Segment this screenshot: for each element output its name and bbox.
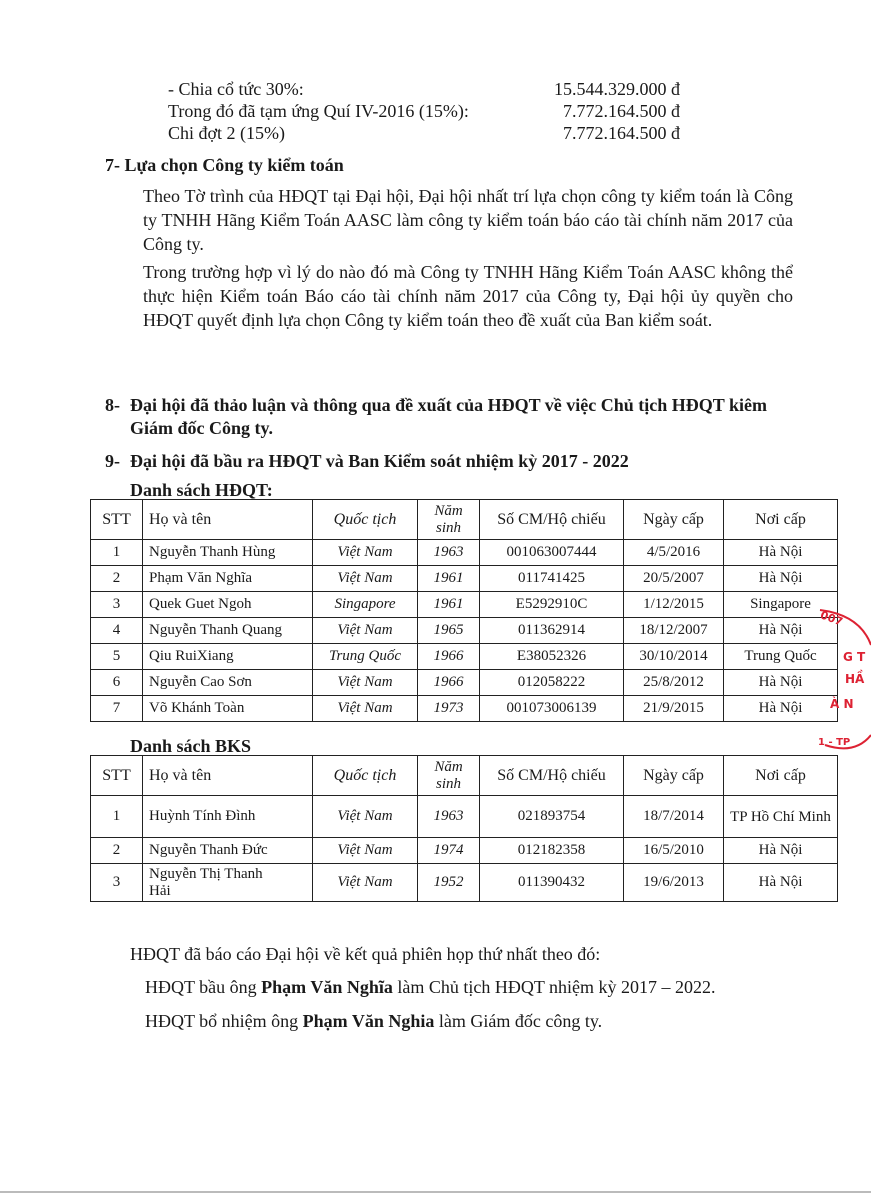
stamp-fragment: G T (843, 650, 866, 664)
cell-name: Võ Khánh Toàn (143, 696, 313, 722)
cell-birth-year: 1974 (418, 838, 480, 864)
cell-id: 011741425 (480, 566, 624, 592)
stamp-fragment: À N (830, 697, 854, 711)
col-header-name: Họ và tên (143, 756, 313, 796)
col-header-birth-year: Năm sinh (418, 756, 480, 796)
cell-birth-year: 1963 (418, 540, 480, 566)
cell-stt: 5 (91, 644, 143, 670)
closing-line-1-name: Phạm Văn Nghĩa (261, 977, 393, 997)
closing-line-2-post: làm Giám đốc công ty. (434, 1011, 603, 1031)
cell-issue-date: 19/6/2013 (624, 864, 724, 902)
cell-name: Phạm Văn Nghĩa (143, 566, 313, 592)
cell-name: Qiu RuiXiang (143, 644, 313, 670)
section9-number: 9- (105, 451, 120, 471)
table-row (91, 696, 838, 722)
section7-paragraph-1: Theo Tờ trình của HĐQT tại Đại hội, Đại hội nhất trí lựa chọn công ty kiểm toán là Công ty TNHH Hãng Kiểm Toán AASC làm công ty kiểm toán báo cáo tài chính năm 2017 của Công ty. (143, 186, 793, 254)
dividend-label: Chi đợt 2 (15%) (168, 123, 286, 143)
col-header-id: Số CM/Hộ chiếu (480, 500, 624, 540)
closing-line-2-name: Phạm Văn Nghia (302, 1011, 435, 1031)
cell-name: Nguyễn Cao Sơn (143, 670, 313, 696)
cell-birth-year: 1963 (418, 796, 480, 838)
cell-name: Nguyễn Thanh Đức (143, 838, 313, 864)
col-header-issue-place: Nơi cấp (724, 500, 838, 540)
cell-stt: 1 (91, 796, 143, 838)
section9-text: Đại hội đã bầu ra HĐQT và Ban Kiểm soát nhiệm kỳ 2017 - 2022 (130, 451, 629, 471)
col-header-issue-place: Nơi cấp (724, 756, 838, 796)
dividend-amount: 7.772.164.500 đ (563, 101, 680, 121)
closing-line-1-post: làm Chủ tịch HĐQT nhiệm kỳ 2017 – 2022. (392, 977, 716, 997)
cell-id: E38052326 (480, 644, 624, 670)
table-row (91, 644, 838, 670)
hdqt-table (90, 499, 838, 722)
table-row (91, 566, 838, 592)
closing-intro: HĐQT đã báo cáo Đại hội về kết quả phiên họp thứ nhất theo đó: (130, 944, 601, 964)
col-header-birth-year: Năm sinh (418, 500, 480, 540)
hdqt-title: Danh sách HĐQT: (130, 480, 273, 500)
cell-issue-place: Trung Quốc (724, 644, 838, 670)
cell-stt: 7 (91, 696, 143, 722)
cell-nationality: Việt Nam (313, 670, 418, 696)
dividend-label: Trong đó đã tạm ứng Quí IV-2016 (15%): (168, 101, 469, 121)
col-header-issue-date: Ngày cấp (624, 500, 724, 540)
cell-issue-place: Hà Nội (724, 838, 838, 864)
dividend-label: - Chia cổ tức 30%: (168, 79, 304, 99)
section8-text: Đại hội đã thảo luận và thông qua đề xuất của HĐQT về việc Chủ tịch HĐQT kiêm Giám đốc Công ty. (130, 395, 767, 438)
cell-issue-place: Hà Nội (724, 670, 838, 696)
cell-birth-year: 1966 (418, 670, 480, 696)
cell-stt: 6 (91, 670, 143, 696)
cell-stt: 3 (91, 592, 143, 618)
table-row (91, 592, 838, 618)
table-header-row (91, 756, 838, 796)
cell-stt: 4 (91, 618, 143, 644)
page-edge (0, 1191, 871, 1193)
cell-nationality: Việt Nam (313, 618, 418, 644)
cell-id: E5292910C (480, 592, 624, 618)
cell-issue-place: Hà Nội (724, 540, 838, 566)
cell-issue-place: TP Hồ Chí Minh (724, 796, 838, 838)
cell-issue-date: 30/10/2014 (624, 644, 724, 670)
closing-line-1 (145, 976, 716, 998)
table-header-row (91, 500, 838, 540)
cell-birth-year: 1961 (418, 592, 480, 618)
cell-stt: 3 (91, 864, 143, 902)
cell-stt: 2 (91, 838, 143, 864)
dividend-row-3 (168, 122, 688, 144)
cell-name: Nguyễn Thị Thanh Hải (143, 864, 313, 902)
section7-heading: 7- Lựa chọn Công ty kiểm toán (105, 155, 344, 175)
cell-nationality: Việt Nam (313, 540, 418, 566)
table-row (91, 864, 838, 902)
cell-birth-year: 1952 (418, 864, 480, 902)
closing-line-2-pre: HĐQT bổ nhiệm ông (145, 1011, 303, 1031)
col-header-name: Họ và tên (143, 500, 313, 540)
cell-issue-date: 20/5/2007 (624, 566, 724, 592)
cell-nationality: Việt Nam (313, 796, 418, 838)
table-row (91, 796, 838, 838)
cell-issue-place: Singapore (724, 592, 838, 618)
cell-nationality: Việt Nam (313, 864, 418, 902)
cell-id: 012182358 (480, 838, 624, 864)
cell-name: Huỳnh Tính Đình (143, 796, 313, 838)
dividend-amount: 15.544.329.000 đ (554, 79, 680, 99)
bks-table (90, 755, 838, 902)
closing-line-2 (145, 1010, 602, 1032)
cell-issue-date: 18/7/2014 (624, 796, 724, 838)
section7-paragraph-2: Trong trường hợp vì lý do nào đó mà Công ty TNHH Hãng Kiểm Toán AASC không thể thực hiện Kiểm toán Báo cáo tài chính năm 2017 của Công ty, Đại hội ủy quyền cho HĐQT quyết định lựa chọn Công ty kiểm toán theo đề xuất của Ban kiểm soát. (143, 262, 793, 330)
cell-issue-date: 1/12/2015 (624, 592, 724, 618)
cell-nationality: Singapore (313, 592, 418, 618)
cell-birth-year: 1965 (418, 618, 480, 644)
cell-id: 021893754 (480, 796, 624, 838)
cell-issue-place: Hà Nội (724, 696, 838, 722)
cell-issue-place: Hà Nội (724, 618, 838, 644)
cell-id: 011362914 (480, 618, 624, 644)
col-header-stt: STT (91, 756, 143, 796)
stamp-arc (800, 605, 871, 765)
col-header-nationality: Quốc tịch (313, 500, 418, 540)
cell-stt: 1 (91, 540, 143, 566)
cell-issue-place: Hà Nội (724, 566, 838, 592)
cell-birth-year: 1973 (418, 696, 480, 722)
col-header-stt: STT (91, 500, 143, 540)
table-row (91, 540, 838, 566)
cell-name: Quek Guet Ngoh (143, 592, 313, 618)
stamp-fragment: HẦ (845, 672, 865, 686)
table-row (91, 618, 838, 644)
section8-number: 8- (105, 395, 120, 415)
col-header-id: Số CM/Hộ chiếu (480, 756, 624, 796)
cell-birth-year: 1966 (418, 644, 480, 670)
dividend-amount: 7.772.164.500 đ (563, 123, 680, 143)
cell-issue-place: Hà Nội (724, 864, 838, 902)
cell-nationality: Việt Nam (313, 566, 418, 592)
cell-nationality: Việt Nam (313, 696, 418, 722)
cell-name: Nguyễn Thanh Quang (143, 618, 313, 644)
col-header-nationality: Quốc tịch (313, 756, 418, 796)
cell-nationality: Trung Quốc (313, 644, 418, 670)
stamp-fragment: 1 - TP (818, 737, 851, 748)
cell-issue-date: 25/8/2012 (624, 670, 724, 696)
cell-id: 001073006139 (480, 696, 624, 722)
dividend-row-1 (168, 78, 688, 100)
cell-id: 012058222 (480, 670, 624, 696)
cell-id: 001063007444 (480, 540, 624, 566)
cell-name: Nguyễn Thanh Hùng (143, 540, 313, 566)
cell-issue-date: 4/5/2016 (624, 540, 724, 566)
cell-birth-year: 1961 (418, 566, 480, 592)
stamp-fragment: 007 (818, 608, 845, 629)
cell-id: 011390432 (480, 864, 624, 902)
bks-title: Danh sách BKS (130, 736, 252, 756)
cell-nationality: Việt Nam (313, 838, 418, 864)
table-row (91, 670, 838, 696)
col-header-issue-date: Ngày cấp (624, 756, 724, 796)
closing-line-1-pre: HĐQT bầu ông (145, 977, 262, 997)
cell-issue-date: 16/5/2010 (624, 838, 724, 864)
cell-stt: 2 (91, 566, 143, 592)
table-row (91, 838, 838, 864)
cell-issue-date: 18/12/2007 (624, 618, 724, 644)
cell-issue-date: 21/9/2015 (624, 696, 724, 722)
dividend-row-2 (168, 100, 688, 122)
